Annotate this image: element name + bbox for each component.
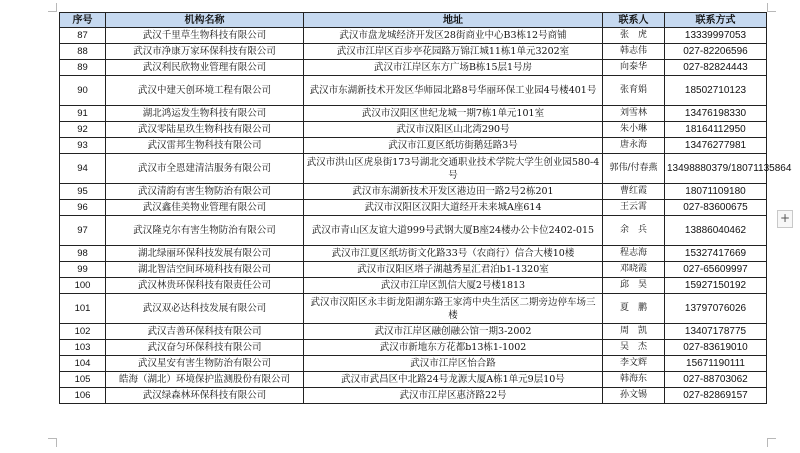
cell-org-name: 武汉林贵环保科技有限责任公司 [106, 278, 304, 294]
cell-org-name: 武汉星安有害生物防治有限公司 [106, 356, 304, 372]
table-row [60, 278, 767, 294]
cell-address: 武汉市江岸区惠济路22号 [304, 388, 603, 404]
cell-org-name: 武汉市净康万家环保科技有限公司 [106, 44, 304, 60]
cell-address: 武汉市青山区友谊大道999号武钢大厦B座24楼办公卡位2402-015 [304, 216, 603, 246]
table-body [60, 28, 792, 404]
cell-contact-person: 李文辉 [603, 356, 665, 372]
table-row [60, 28, 767, 44]
cell-org-name: 湖北绿丽环保科技发展有限公司 [106, 246, 304, 262]
cell-contact-info: 18071109180 [665, 184, 767, 200]
cell-address: 武汉市新地东方花都b13栋1-1002 [304, 340, 603, 356]
cell-address: 武汉市汉阳区汉阳大道经开未来城A座614 [304, 200, 603, 216]
cell-contact-info: 13498880379/18071135864 [665, 154, 767, 184]
cell-index: 96 [60, 200, 106, 216]
table-row [60, 324, 767, 340]
cell-index: 103 [60, 340, 106, 356]
cell-org-name: 武汉隆克尔有害生物防治有限公司 [106, 216, 304, 246]
cell-org-name: 武汉雷邦生物科技有限公司 [106, 138, 304, 154]
header-index: 序号 [60, 13, 106, 28]
cell-contact-info: 13797076026 [665, 294, 767, 324]
cell-address: 武汉市东湖新技术开发区港边田一路2号2栋201 [304, 184, 603, 200]
cell-org-name: 武汉双必达科技发展有限公司 [106, 294, 304, 324]
header-address: 地址 [304, 13, 603, 28]
cell-contact-person: 夏 鹏 [603, 294, 665, 324]
cell-index: 93 [60, 138, 106, 154]
cell-org-name: 武汉千里草生物科技有限公司 [106, 28, 304, 44]
cell-org-name: 武汉鑫佳美物业管理有限公司 [106, 200, 304, 216]
cell-contact-info: 027-88703062 [665, 372, 767, 388]
cell-contact-info: 13476277981 [665, 138, 767, 154]
cell-address: 武汉市汉阳区永丰街龙阳湖东路王家湾中央生活区二期旁边停车场三楼 [304, 294, 603, 324]
cell-contact-person: 曹红霞 [603, 184, 665, 200]
table-row [60, 372, 767, 388]
cell-address: 武汉市东湖新技术开发区华师园北路8号华丽环保工业园4号楼401号 [304, 76, 603, 106]
cell-index: 89 [60, 60, 106, 76]
cell-contact-info: 13886040462 [665, 216, 767, 246]
cell-org-name: 皓海（湖北）环境保护监测股份有限公司 [106, 372, 304, 388]
cell-org-name: 武汉清韵有害生物防治有限公司 [106, 184, 304, 200]
cell-contact-person: 王云霄 [603, 200, 665, 216]
header-contact-info: 联系方式 [665, 13, 767, 28]
cell-contact-person: 张 虎 [603, 28, 665, 44]
cell-contact-info: 027-83600675 [665, 200, 767, 216]
cell-index: 101 [60, 294, 106, 324]
cell-address: 武汉市江夏区纸坊街鹅廷路3号 [304, 138, 603, 154]
cell-index: 106 [60, 388, 106, 404]
cell-contact-info: 13476198330 [665, 106, 767, 122]
cell-index: 87 [60, 28, 106, 44]
table-row [60, 340, 767, 356]
cell-address: 武汉市江岸区百步亭花园路万锦江城11栋1单元3202室 [304, 44, 603, 60]
cell-index: 90 [60, 76, 106, 106]
cell-org-name: 武汉吉善环保科技有限公司 [106, 324, 304, 340]
table-row [60, 294, 767, 324]
cell-address: 武汉市江岸区凯信大厦2号楼1813 [304, 278, 603, 294]
cell-org-name: 湖北智洁空间环境科技有限公司 [106, 262, 304, 278]
cell-contact-person: 孙文锡 [603, 388, 665, 404]
cell-contact-info: 13407178775 [665, 324, 767, 340]
cell-contact-info: 15327417669 [665, 246, 767, 262]
table-row [60, 262, 767, 278]
cell-contact-person: 程志海 [603, 246, 665, 262]
table-row [60, 154, 767, 184]
table-row [60, 216, 767, 246]
cell-address: 武汉市武昌区中北路24号龙源大厦A栋1单元9层10号 [304, 372, 603, 388]
cell-contact-info: 18502710123 [665, 76, 767, 106]
cell-index: 97 [60, 216, 106, 246]
cell-org-name: 武汉利民欣物业管理有限公司 [106, 60, 304, 76]
cell-contact-person: 邱 昊 [603, 278, 665, 294]
cell-org-name: 武汉零陆星玖生物科技有限公司 [106, 122, 304, 138]
add-row-button[interactable]: + [777, 210, 793, 228]
cell-index: 88 [60, 44, 106, 60]
cell-address: 武汉市汉阳区山北湾290号 [304, 122, 603, 138]
table-row [60, 184, 767, 200]
cell-contact-info: 027-82206596 [665, 44, 767, 60]
cell-contact-person: 郭伟/付春燕 [603, 154, 665, 184]
cell-org-name: 武汉奋匀环保科技有限公司 [106, 340, 304, 356]
cell-contact-person: 周 凯 [603, 324, 665, 340]
page-corner-mark [767, 3, 776, 12]
table-row [60, 388, 767, 404]
cell-contact-info: 027-82824443 [665, 60, 767, 76]
cell-contact-person: 余 兵 [603, 216, 665, 246]
table-row [60, 76, 767, 106]
page-corner-mark [48, 438, 57, 447]
header-contact-person: 联系人 [603, 13, 665, 28]
cell-contact-person: 韩志伟 [603, 44, 665, 60]
cell-contact-info: 15927150192 [665, 278, 767, 294]
cell-index: 95 [60, 184, 106, 200]
cell-index: 92 [60, 122, 106, 138]
page-corner-mark [767, 438, 776, 447]
cell-address: 武汉市江岸区怡合路 [304, 356, 603, 372]
cell-org-name: 武汉中建天创环境工程有限公司 [106, 76, 304, 106]
table-row [60, 246, 767, 262]
cell-contact-info: 027-65609997 [665, 262, 767, 278]
cell-address: 武汉市江岸区东方广场B栋15层1号房 [304, 60, 603, 76]
cell-index: 99 [60, 262, 106, 278]
cell-index: 104 [60, 356, 106, 372]
cell-index: 91 [60, 106, 106, 122]
cell-index: 100 [60, 278, 106, 294]
table-row [60, 122, 767, 138]
cell-contact-person: 刘雪林 [603, 106, 665, 122]
cell-org-name: 武汉市全恩建清洁服务有限公司 [106, 154, 304, 184]
cell-contact-person: 唐永海 [603, 138, 665, 154]
cell-contact-info: 027-83619010 [665, 340, 767, 356]
cell-address: 武汉市汉阳区塔子湖越秀星汇君泊b1-1320室 [304, 262, 603, 278]
cell-contact-person: 邓晓霞 [603, 262, 665, 278]
cell-contact-person: 吴 杰 [603, 340, 665, 356]
cell-contact-person: 向泰华 [603, 60, 665, 76]
cell-contact-info: 15671190111 [665, 356, 767, 372]
table-row [60, 106, 767, 122]
cell-contact-info: 13339997053 [665, 28, 767, 44]
header-org-name: 机构名称 [106, 13, 304, 28]
cell-index: 94 [60, 154, 106, 184]
table-row [60, 138, 767, 154]
cell-contact-person: 张育娟 [603, 76, 665, 106]
cell-contact-info: 18164112950 [665, 122, 767, 138]
institution-table [59, 12, 792, 404]
cell-index: 98 [60, 246, 106, 262]
page-corner-mark [48, 3, 57, 12]
cell-contact-info: 027-82869157 [665, 388, 767, 404]
table-row [60, 60, 767, 76]
header-row [60, 13, 767, 28]
table-row [60, 200, 767, 216]
cell-org-name: 武汉绿森林环保科技有限公司 [106, 388, 304, 404]
cell-address: 武汉市汉阳区世纪龙城一期7栋1单元101室 [304, 106, 603, 122]
cell-address: 武汉市盘龙城经济开发区28街商业中心B3栋12号商铺 [304, 28, 603, 44]
cell-index: 102 [60, 324, 106, 340]
cell-address: 武汉市江岸区融创融公馆一期3-2002 [304, 324, 603, 340]
cell-address: 武汉市洪山区虎泉街173号湖北交通职业技术学院大学生创业园580-4号 [304, 154, 603, 184]
table-row [60, 356, 767, 372]
cell-org-name: 湖北鸿运发生物科技有限公司 [106, 106, 304, 122]
cell-index: 105 [60, 372, 106, 388]
cell-contact-person: 朱小琳 [603, 122, 665, 138]
cell-contact-person: 韩海东 [603, 372, 665, 388]
table-row [60, 44, 767, 60]
cell-address: 武汉市江夏区纸坊街文化路33号（农商行）信合大楼10楼 [304, 246, 603, 262]
